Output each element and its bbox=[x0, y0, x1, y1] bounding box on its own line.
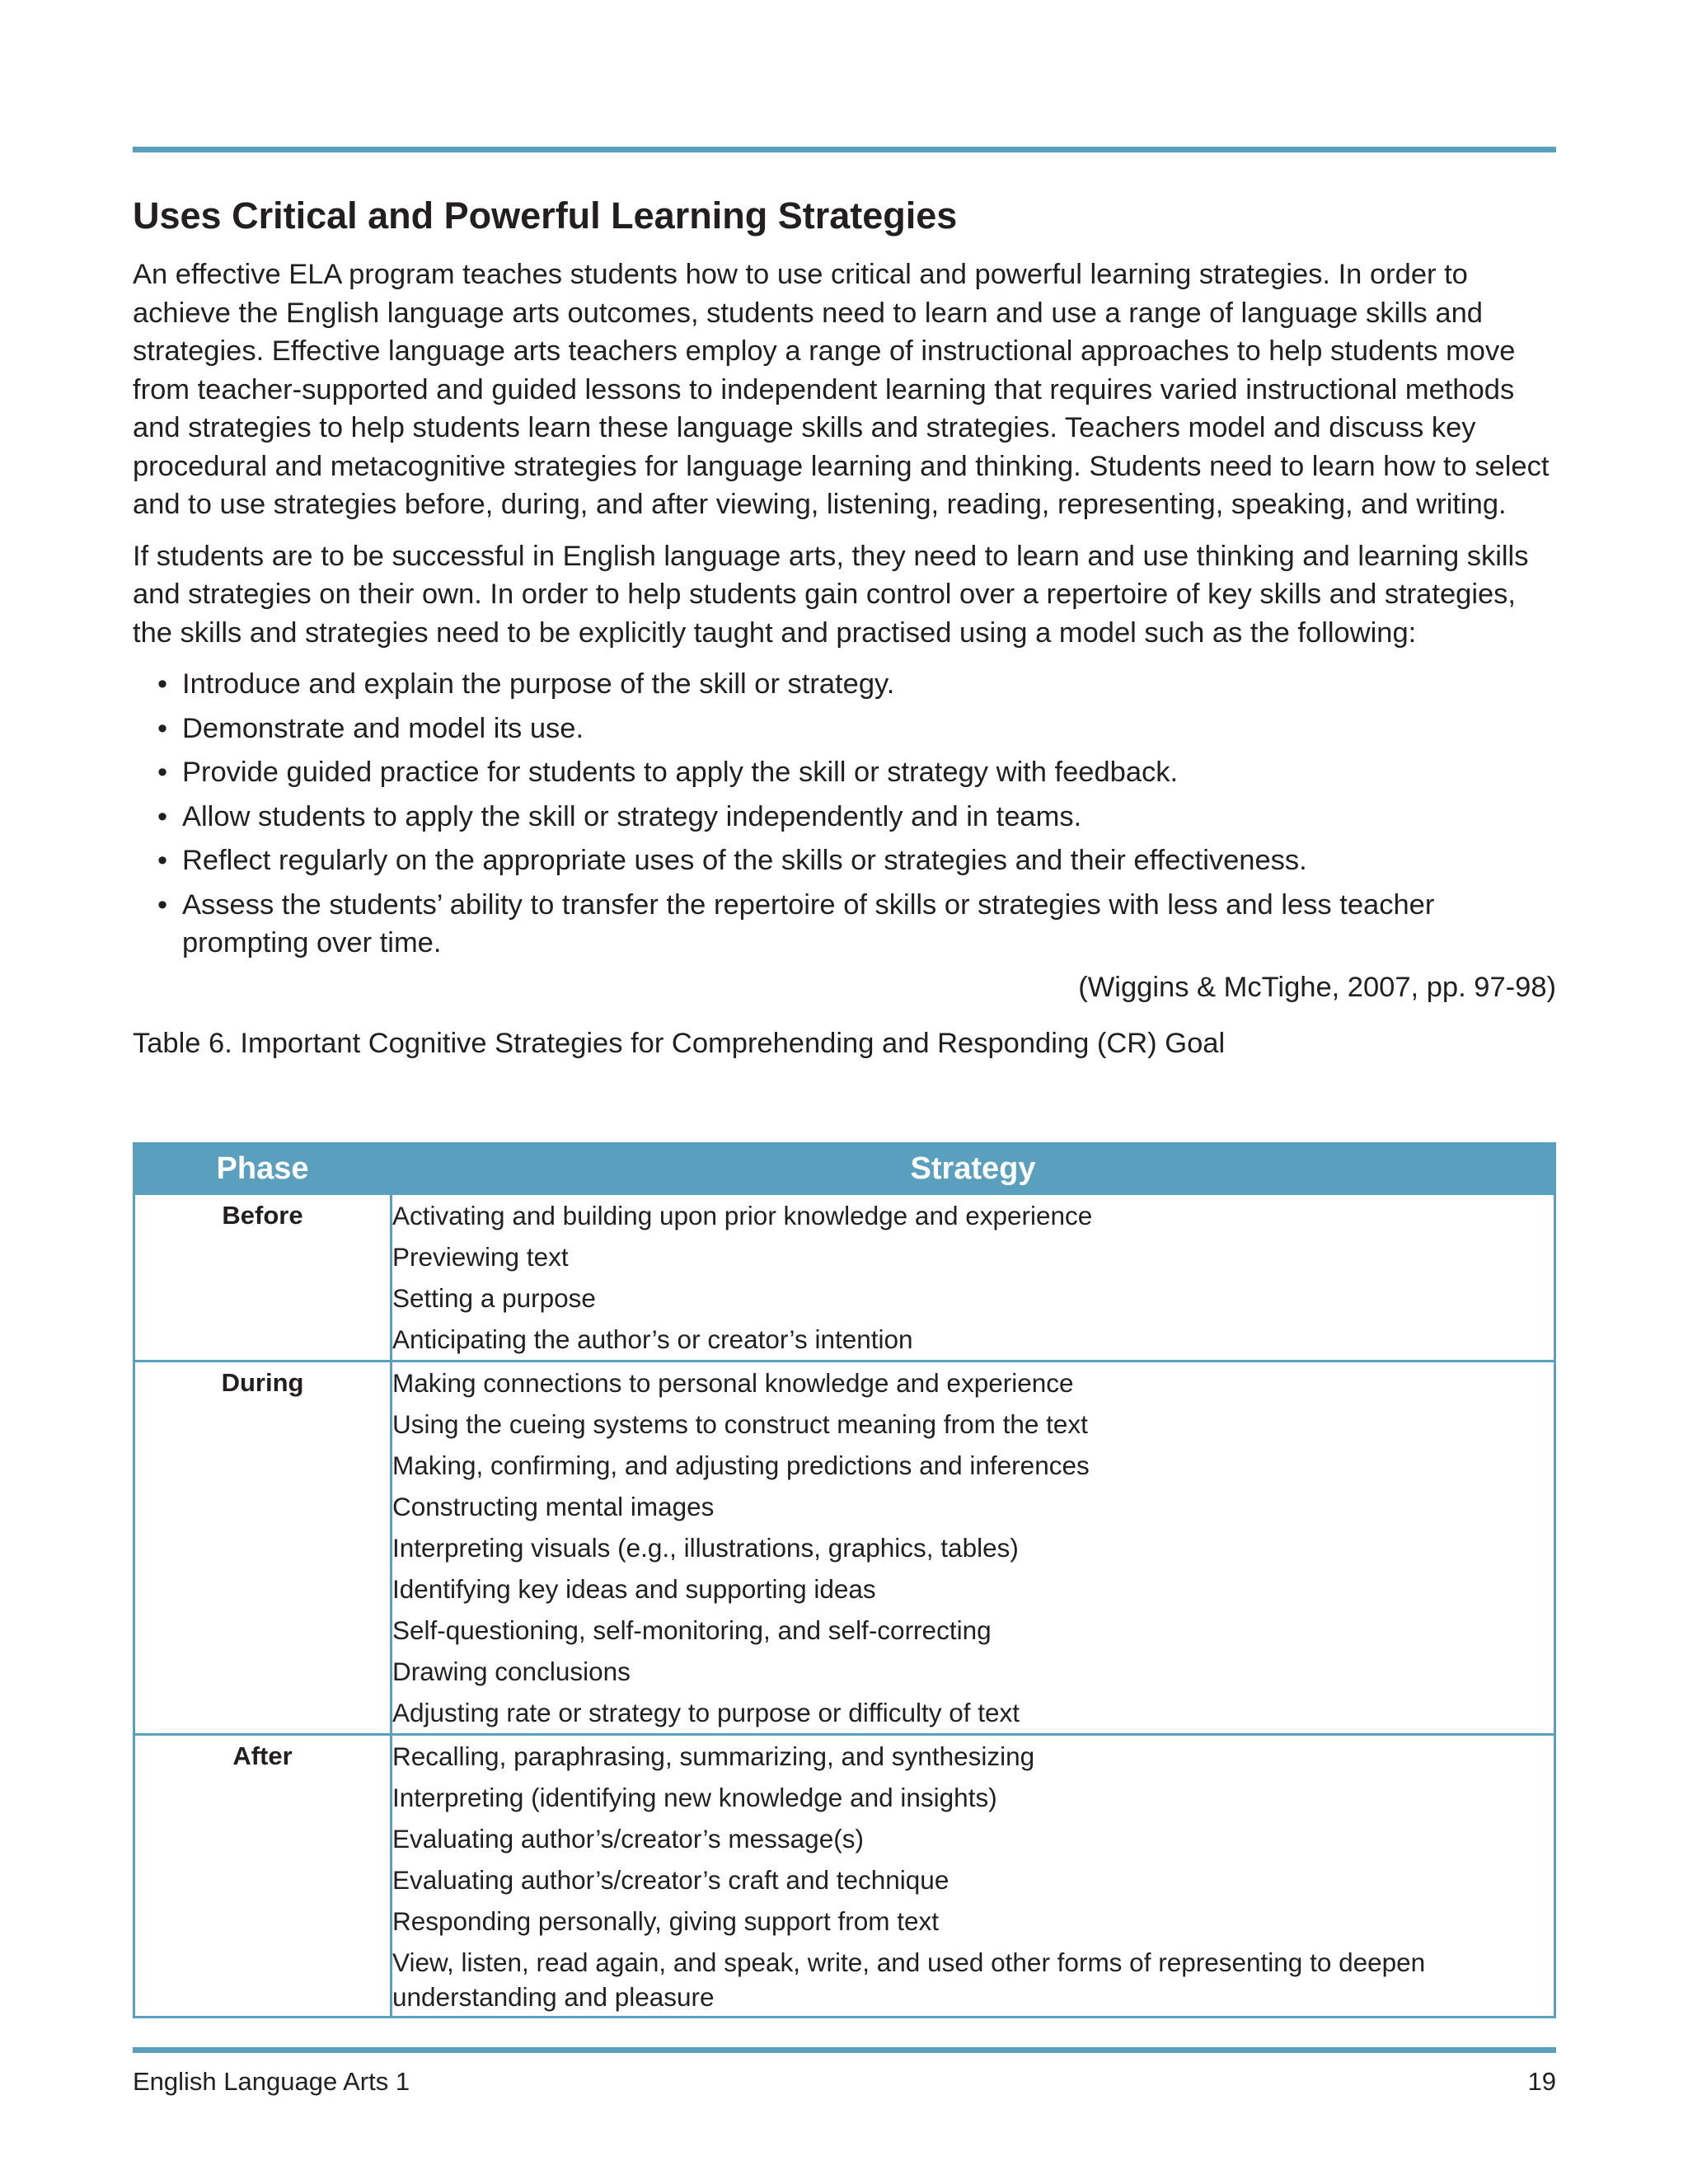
cognitive-strategies-table bbox=[133, 1142, 1556, 2018]
body-paragraph-1: An effective ELA program teaches students how to use critical and powerful learning strategies. In order to achieve the English language arts outcomes, students need to learn and use a range of language skills and strategies. Effective language arts teachers employ a range of instructional approaches to help students move from teacher-supported and guided lessons to independent learning that requires varied instructional methods and strategies to help students learn these language skills and strategies. Teachers model and discuss key procedural and metacognitive strategies for language learning and thinking. Students need to learn how to select and to use strategies before, during, and after viewing, listening, reading, representing, speaking, and writing. bbox=[133, 259, 1550, 520]
list-item bbox=[133, 665, 1556, 704]
strategy-item: Drawing conclusions bbox=[392, 1657, 631, 1686]
bottom-rule bbox=[133, 2047, 1556, 2053]
strategy-item: Making connections to personal knowledge and experience bbox=[392, 1368, 1074, 1398]
bullet-icon: • bbox=[157, 845, 168, 876]
top-rule bbox=[133, 147, 1556, 152]
strategy-cell bbox=[392, 1735, 1555, 2018]
table-caption: Table 6. Important Cognitive Strategies for Comprehending and Responding (CR) Goal bbox=[133, 1028, 1226, 1059]
strategy-cell bbox=[392, 1194, 1555, 1361]
strategy-column-header: Strategy bbox=[392, 1144, 1555, 1194]
table-row bbox=[134, 1361, 1555, 1735]
list-item-text: Assess the students’ ability to transfer the repertoire of skills or strategies with less and less teacher prompting over time. bbox=[182, 888, 1435, 958]
footer-title: English Language Arts 1 bbox=[133, 2067, 410, 2096]
bullet-icon: • bbox=[157, 800, 168, 832]
strategy-item: Adjusting rate or strategy to purpose or difficulty of text bbox=[392, 1698, 1020, 1727]
table-row bbox=[134, 1735, 1555, 2018]
page-number: 19 bbox=[1527, 2067, 1556, 2096]
strategy-item: Constructing mental images bbox=[392, 1492, 715, 1521]
phase-cell: During bbox=[134, 1361, 392, 1735]
strategy-item: View, listen, read again, and speak, write, and used other forms of representing to deepen understanding and pleasure bbox=[392, 1947, 1426, 2012]
strategy-item: Setting a purpose bbox=[392, 1283, 596, 1313]
table-row bbox=[134, 1194, 1555, 1361]
bullet-icon: • bbox=[157, 712, 168, 744]
list-item bbox=[133, 841, 1556, 880]
phase-cell: Before bbox=[134, 1194, 392, 1361]
section-heading: Uses Critical and Powerful Learning Strategies bbox=[133, 194, 958, 237]
strategy-item: Responding personally, giving support from text bbox=[392, 1906, 940, 1936]
strategy-item: Interpreting (identifying new knowledge and insights) bbox=[392, 1783, 997, 1812]
strategy-item: Identifying key ideas and supporting ideas bbox=[392, 1574, 876, 1604]
bullet-icon: • bbox=[157, 757, 168, 788]
list-item bbox=[133, 710, 1556, 748]
strategy-cell bbox=[392, 1361, 1555, 1735]
bullet-icon: • bbox=[157, 668, 168, 700]
strategy-item: Evaluating author’s/creator’s message(s) bbox=[392, 1824, 864, 1854]
strategy-item: Recalling, paraphrasing, summarizing, and synthesizing bbox=[392, 1741, 1035, 1771]
strategy-item: Activating and building upon prior knowledge and experience bbox=[392, 1201, 1093, 1230]
body-paragraph-2: If students are to be successful in English language arts, they need to learn and use thinking and learning skills and strategies on their own. In order to help students gain control over a repertoire of key skills and strategies, the skills and strategies need to be explicitly taught and practised using a model such as the following: bbox=[133, 540, 1529, 649]
bullet-icon: • bbox=[157, 888, 168, 921]
phase-column-header: Phase bbox=[134, 1144, 392, 1194]
strategy-item: Previewing text bbox=[392, 1242, 569, 1272]
table-header-row bbox=[134, 1144, 1555, 1194]
strategy-item: Interpreting visuals (e.g., illustrations, graphics, tables) bbox=[392, 1533, 1019, 1563]
list-item-text: Demonstrate and model its use. bbox=[182, 712, 584, 744]
strategy-item: Using the cueing systems to construct meaning from the text bbox=[392, 1409, 1088, 1439]
strategy-item: Anticipating the author’s or creator’s intention bbox=[392, 1324, 913, 1354]
strategy-item: Self-questioning, self-monitoring, and self-correcting bbox=[392, 1615, 992, 1645]
strategy-item: Evaluating author’s/creator’s craft and technique bbox=[392, 1865, 950, 1895]
phase-cell: After bbox=[134, 1735, 392, 2018]
main-content bbox=[133, 191, 1556, 1063]
list-item-text: Allow students to apply the skill or strategy independently and in teams. bbox=[182, 800, 1082, 832]
list-item-text: Provide guided practice for students to apply the skill or strategy with feedback. bbox=[182, 757, 1179, 788]
list-item bbox=[133, 886, 1556, 963]
list-item bbox=[133, 753, 1556, 792]
list-item-text: Introduce and explain the purpose of the skill or strategy. bbox=[182, 668, 895, 700]
list-item-text: Reflect regularly on the appropriate uses of the skills or strategies and their effectiveness. bbox=[182, 845, 1307, 876]
strategy-model-list bbox=[133, 665, 1556, 963]
citation: (Wiggins & McTighe, 2007, pp. 97-98) bbox=[1078, 971, 1556, 1003]
list-item bbox=[133, 798, 1556, 837]
strategy-item: Making, confirming, and adjusting predictions and inferences bbox=[392, 1451, 1090, 1480]
